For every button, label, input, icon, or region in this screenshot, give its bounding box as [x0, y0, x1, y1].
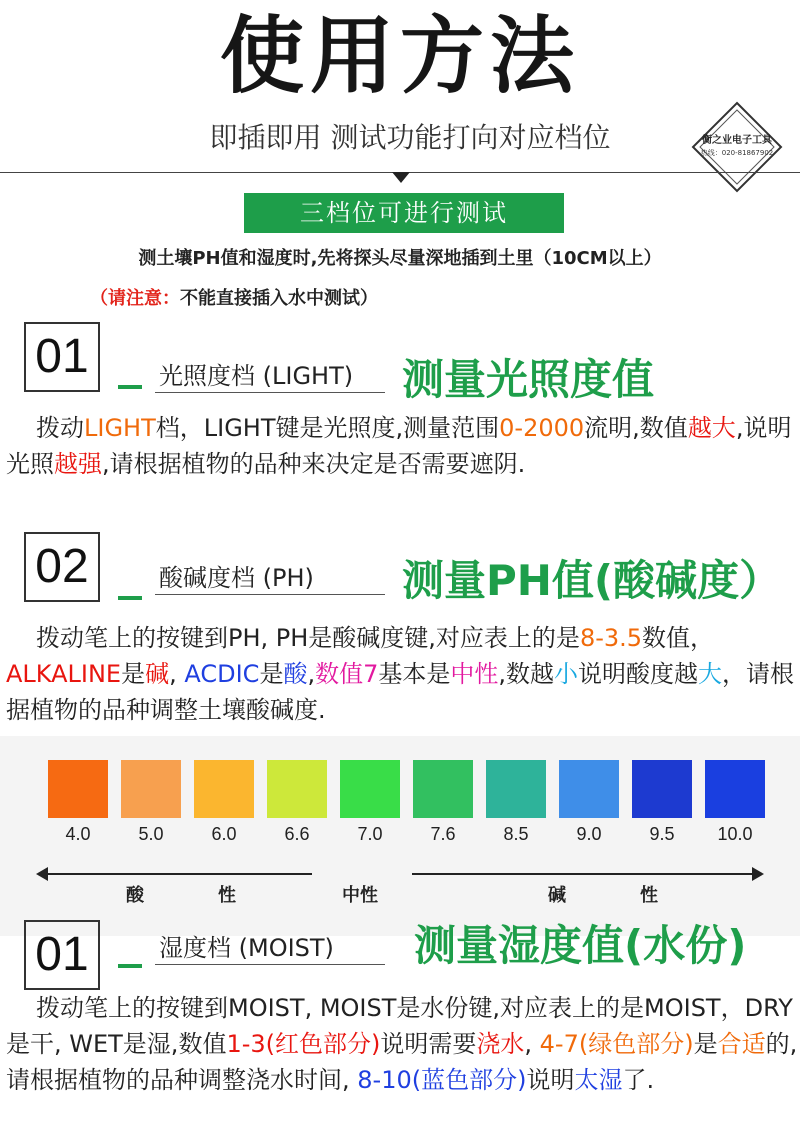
para-segment: 是 [693, 1030, 718, 1058]
para-segment: 流明,数值 [584, 414, 688, 442]
section-number-ph: 02 [24, 532, 100, 602]
para-segment: 档，LIGHT键是光照度,测量范围 [155, 414, 500, 442]
notice-text: 不能直接插入水中测试） [180, 288, 378, 309]
scale-label-alkali-2: 性 [640, 885, 658, 906]
probe-instruction: 测土壤PH值和湿度时,先将探头尽量深地插到土里（10CM以上） [138, 248, 662, 269]
ph-tick-label: 7.0 [357, 824, 383, 844]
para-segment: 0-2000 [499, 414, 585, 442]
para-segment: ,请根据植物的品种来决定是否需要遮阴. [102, 450, 526, 478]
modes-badge: 三档位可进行测试 [244, 193, 564, 233]
para-segment: 是 [259, 660, 284, 688]
para-segment: 基本是 [378, 660, 451, 688]
section-headline-moist: 测量湿度值(水份) [414, 921, 747, 970]
axis-arrow-left-icon [36, 867, 48, 881]
ph-tick-label: 6.6 [284, 824, 310, 844]
ph-tick-label: 8.5 [503, 824, 529, 844]
para-segment: ,数越 [498, 660, 554, 688]
stamp-hotline: 热线：020-81867902 [700, 149, 774, 157]
scale-label-neutral: 中性 [342, 885, 378, 906]
ph-swatch [340, 760, 400, 818]
divider-arrow-icon [392, 172, 410, 183]
para-segment: 太湿 [574, 1066, 623, 1094]
ph-swatch [705, 760, 765, 818]
para-segment: 拨动笔上的按键到MOIST, MOIST是水份键,对应表上的是MOIST，DRY是干, WET是湿,数值 [6, 994, 793, 1058]
para-segment: 是 [121, 660, 146, 688]
ph-tick-label: 6.0 [211, 824, 237, 844]
section-dash-light [118, 385, 142, 389]
section-headline-light: 测量光照度值 [402, 355, 655, 404]
ph-axis-gap [312, 866, 412, 882]
section-text-moist [6, 990, 798, 1098]
para-segment: 说明需要 [380, 1030, 477, 1058]
scale-label-acid-2: 性 [218, 885, 236, 906]
para-segment: 8-3.5 [579, 624, 643, 652]
ph-swatch [559, 760, 619, 818]
page-title: 使用方法 [219, 7, 580, 105]
para-segment: 拨动 [36, 414, 84, 442]
para-segment: 4-7(绿色部分) [539, 1030, 694, 1058]
section-number-light: 01 [24, 322, 100, 392]
para-segment: LIGHT [84, 414, 156, 442]
para-segment: ,说明光照 [6, 414, 792, 478]
para-segment: 酸 [283, 660, 308, 688]
ph-tick-label: 9.5 [649, 824, 675, 844]
section-number-moist: 01 [24, 920, 100, 990]
ph-swatch [48, 760, 108, 818]
section-label-light: 光照度档 (LIGHT) [155, 360, 385, 393]
para-segment: , [169, 660, 185, 688]
stamp-diamond-icon [690, 100, 784, 194]
ph-tick-label: 7.6 [430, 824, 456, 844]
ph-swatch [194, 760, 254, 818]
ph-tick-label: 5.0 [138, 824, 164, 844]
ph-swatch [486, 760, 546, 818]
page-subtitle: 即插即用 测试功能打向对应档位 [209, 121, 611, 154]
para-segment: 说明酸度越 [578, 660, 698, 688]
para-segment: 越强 [54, 450, 102, 478]
para-segment: 中性 [450, 660, 499, 688]
para-segment: ACDIC [184, 660, 260, 688]
para-segment: , [307, 660, 316, 688]
notice [90, 284, 378, 314]
para-segment: 了. [622, 1066, 655, 1094]
ph-swatch [267, 760, 327, 818]
ph-tick-label: 9.0 [576, 824, 602, 844]
ph-swatch [413, 760, 473, 818]
ph-swatch [121, 760, 181, 818]
para-segment: 说明 [526, 1066, 575, 1094]
section-headline-ph: 测量PH值(酸碱度） [402, 556, 782, 605]
notice-prefix: （请注意： [90, 288, 180, 309]
para-segment: , [524, 1030, 540, 1058]
section-label-moist: 湿度档 (MOIST) [155, 932, 385, 965]
section-dash-ph [118, 596, 142, 600]
scale-label-alkali-1: 碱 [548, 885, 566, 906]
ph-tick-label: 10.0 [717, 824, 753, 844]
section-dash-moist [118, 964, 142, 968]
para-segment: 浇水 [476, 1030, 525, 1058]
para-segment: ，请根据植物的品种调整土壤酸碱度. [6, 660, 794, 724]
para-segment: 数值， [642, 624, 715, 652]
para-segment: 大 [698, 660, 722, 688]
section-text-ph [6, 620, 798, 728]
para-segment: 数值7 [315, 660, 379, 688]
para-segment: 越大 [687, 414, 736, 442]
section-label-ph: 酸碱度档 (PH) [155, 562, 385, 595]
section-text-light [6, 410, 798, 482]
axis-arrow-right-icon [752, 867, 764, 881]
ph-tick-label: 4.0 [65, 824, 91, 844]
ph-swatch [632, 760, 692, 818]
para-segment: 合适 [717, 1030, 766, 1058]
stamp-text: 衡之业电子工具 [702, 135, 772, 146]
para-segment: 拨动笔上的按键到PH, PH是酸碱度键,对应表上的是 [36, 624, 580, 652]
scale-label-acid-1: 酸 [126, 885, 144, 906]
para-segment: 1-3(红色部分) [226, 1030, 381, 1058]
para-segment: 的,请根据植物的品种调整浇水时间, [6, 1030, 798, 1094]
para-segment: 碱 [145, 660, 170, 688]
para-segment: 8-10(蓝色部分) [357, 1066, 527, 1094]
para-segment: ALKALINE [6, 660, 122, 688]
brand-stamp [690, 100, 784, 194]
para-segment: 小 [554, 660, 578, 688]
